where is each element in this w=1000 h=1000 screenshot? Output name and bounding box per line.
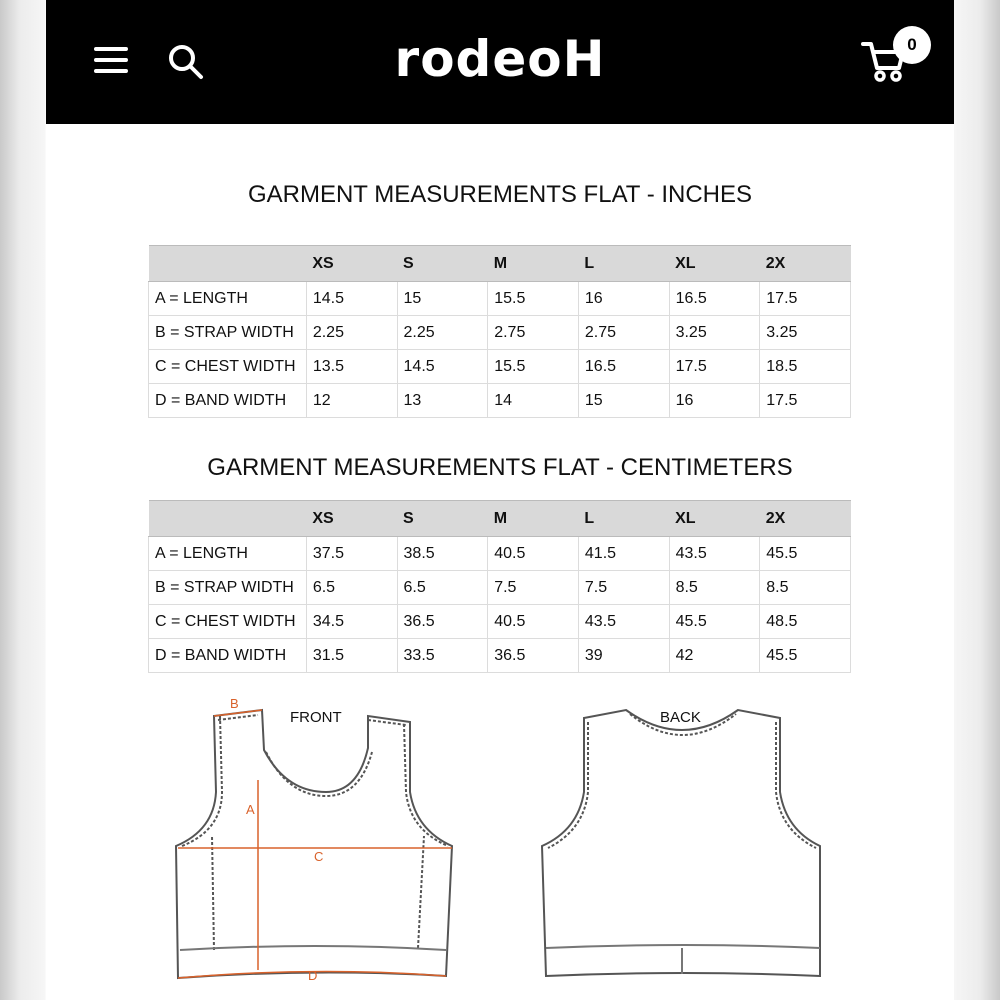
measure-value: 40.5 [488,537,579,571]
measure-label-b: B [230,696,239,711]
size-header: 2X [760,246,851,282]
measure-value: 15.5 [488,282,579,316]
measure-value: 40.5 [488,605,579,639]
table-row [149,282,851,316]
measure-value: 38.5 [397,537,488,571]
measure-label-d: D [308,968,318,983]
table-row [149,384,851,418]
measure-value: 2.75 [488,316,579,350]
size-header: L [578,501,669,537]
measure-value: 33.5 [397,639,488,673]
measure-value: 43.5 [578,605,669,639]
measure-label: B = STRAP WIDTH [149,316,307,350]
table-header-row [149,501,851,537]
size-header: S [397,501,488,537]
measure-value: 2.25 [397,316,488,350]
measure-value: 43.5 [669,537,760,571]
measure-value: 34.5 [306,605,397,639]
measure-value: 15 [578,384,669,418]
table-row [149,571,851,605]
measure-value: 13 [397,384,488,418]
measure-value: 8.5 [760,571,851,605]
measure-label: C = CHEST WIDTH [149,605,307,639]
measure-value: 16 [669,384,760,418]
measure-value: 17.5 [760,384,851,418]
measure-value: 39 [578,639,669,673]
table-row [149,639,851,673]
measure-label: D = BAND WIDTH [149,384,307,418]
measure-value: 3.25 [760,316,851,350]
measure-value: 48.5 [760,605,851,639]
measure-value: 36.5 [397,605,488,639]
measure-label: D = BAND WIDTH [149,639,307,673]
inches-chart-title: GARMENT MEASUREMENTS FLAT - INCHES [247,181,753,208]
size-header: 2X [760,501,851,537]
measure-value: 2.25 [306,316,397,350]
measure-value: 42 [669,639,760,673]
measure-value: 7.5 [488,571,579,605]
table-row [149,605,851,639]
table-row [149,537,851,571]
measure-value: 16.5 [669,282,760,316]
size-header: M [488,246,579,282]
page [46,0,954,1000]
centimeters-size-table [148,500,851,673]
measure-value: 14 [488,384,579,418]
measure-value: 45.5 [760,639,851,673]
size-header: XL [669,501,760,537]
size-header: L [578,246,669,282]
header-blank [149,501,307,537]
measure-value: 45.5 [669,605,760,639]
measure-label-c: C [314,849,324,864]
measure-value: 16 [578,282,669,316]
back-label: BACK [660,709,701,726]
back-garment-outline [542,710,820,976]
site-header [46,0,954,124]
measure-value: 37.5 [306,537,397,571]
measure-value: 17.5 [669,350,760,384]
centimeters-chart-title: GARMENT MEASUREMENTS FLAT - CENTIMETERS [207,454,793,481]
measure-value: 17.5 [760,282,851,316]
measure-value: 7.5 [578,571,669,605]
measure-value: 8.5 [669,571,760,605]
measure-value: 18.5 [760,350,851,384]
measure-value: 31.5 [306,639,397,673]
front-garment-outline [176,710,452,978]
measure-value: 3.25 [669,316,760,350]
measure-value: 2.75 [578,316,669,350]
table-row [149,316,851,350]
measure-value: 13.5 [306,350,397,384]
measure-value: 41.5 [578,537,669,571]
measure-value: 6.5 [397,571,488,605]
inches-size-table [148,245,851,418]
measure-value: 15 [397,282,488,316]
measure-value: 12 [306,384,397,418]
measure-label: B = STRAP WIDTH [149,571,307,605]
size-header: XL [669,246,760,282]
measure-value: 15.5 [488,350,579,384]
measure-value: 14.5 [306,282,397,316]
header-blank [149,246,307,282]
front-label: FRONT [290,709,342,726]
measure-value: 6.5 [306,571,397,605]
table-row [149,350,851,384]
measure-value: 45.5 [760,537,851,571]
measure-label: C = CHEST WIDTH [149,350,307,384]
measure-value: 16.5 [578,350,669,384]
measure-value: 36.5 [488,639,579,673]
table-header-row [149,246,851,282]
measure-label-a: A [246,802,255,817]
measure-value: 14.5 [397,350,488,384]
garment-diagram [46,680,954,1000]
size-header: XS [306,246,397,282]
cart-count-badge[interactable]: 0 [893,26,931,64]
size-header: S [397,246,488,282]
size-header: XS [306,501,397,537]
brand-logo[interactable]: rodeoH [394,30,606,88]
measure-label: A = LENGTH [149,537,307,571]
measure-label: A = LENGTH [149,282,307,316]
size-header: M [488,501,579,537]
